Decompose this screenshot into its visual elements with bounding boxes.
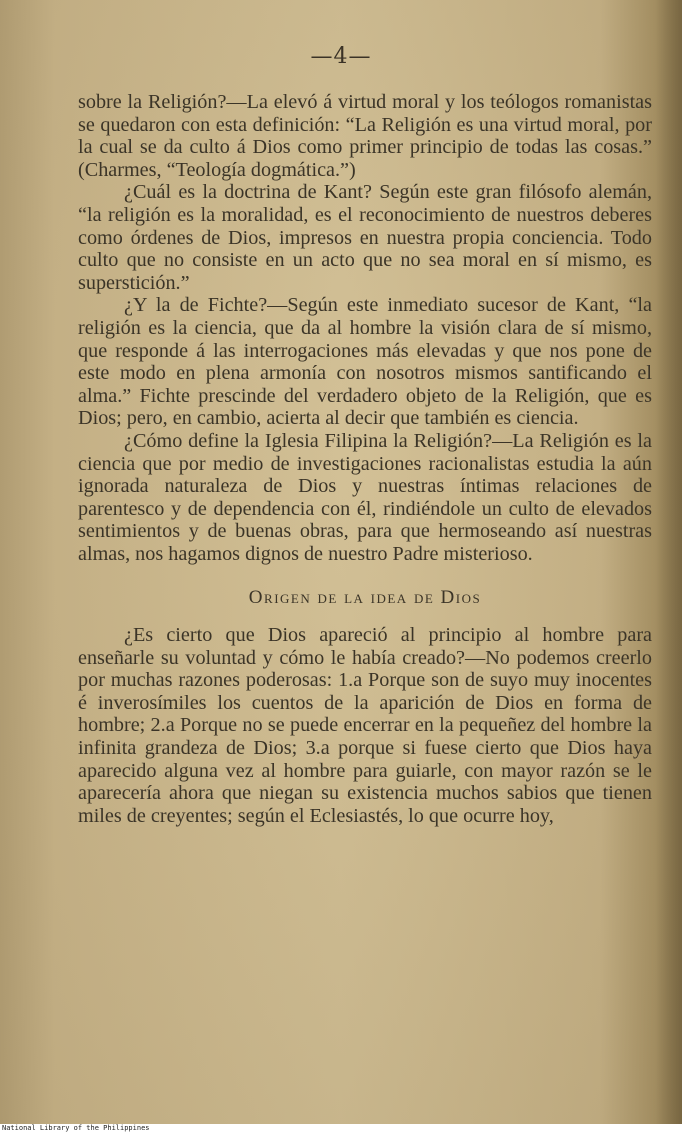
paragraph-2: ¿Cuál es la doctrina de Kant? Según este gran filósofo alemán, “la religión es la moralidad, es el reconocimiento de nuestros deberes como órdenes de Dios, impresos en nuestra propia conciencia. Todo culto que no consiste en un acto que no sea moral en sí mismo, es superstición.”	[78, 181, 652, 294]
footer-credit: National Library of the Philippines	[2, 1124, 150, 1132]
section-heading: Origen de la idea de Dios	[248, 587, 482, 609]
section-paragraph-1: ¿Es cierto que Dios apareció al principio al hombre para enseñarle su voluntad y cómo le había creado?—No podemos creerlo por muchas razones poderosas: 1.a Porque son de suyo muy inocentes é inverosímiles los cuentos de la aparición de Dios en forma de hombre; 2.a Porque no se puede encerrar en la pequeñez del hombre la infinita grandeza de Dios; 3.a porque si fuese cierto que Dios haya aparecido alguna vez al hombre para guiarle, con mayor razón se le aparecería ahora que niegan su existencia muchos sabios que tienen miles de creyentes; según el Eclesiastés, lo que ocurre hoy,	[78, 624, 652, 827]
body-text	[78, 91, 652, 827]
page-number: —4—	[310, 44, 372, 69]
paragraph-3: ¿Y la de Fichte?—Según este inmediato sucesor de Kant, “la religión es la ciencia, que da al hombre la visión clara de sí mismo, que responde á las interrogaciones más elevadas y que nos pone de este modo en plena armonía con nosotros mismos santificando el alma.” Fichte prescinde del verdadero objeto de la Religión, que es Dios; pero, en cambio, acierta al decir que también es ciencia.	[78, 294, 652, 430]
paragraph-1: sobre la Religión?—La elevó á virtud moral y los teólogos romanistas se quedaron con esta definición: “La Religión es una virtud moral, por la cual se da culto á Dios como primer principio de todas las cosas.” (Charmes, “Teología dogmática.”)	[78, 91, 652, 181]
paragraph-4: ¿Cómo define la Iglesia Filipina la Religión?—La Religión es la ciencia que por medio de investigaciones racionalistas estudia la aún ignorada naturaleza de Dios y nuestras íntimas relaciones de parentesco y de dependencia con él, rindiéndole un culto de elevados sentimientos y de buenas obras, para que hermoseando así nuestras almas, nos hagamos dignos de nuestro Padre misterioso.	[78, 429, 652, 565]
